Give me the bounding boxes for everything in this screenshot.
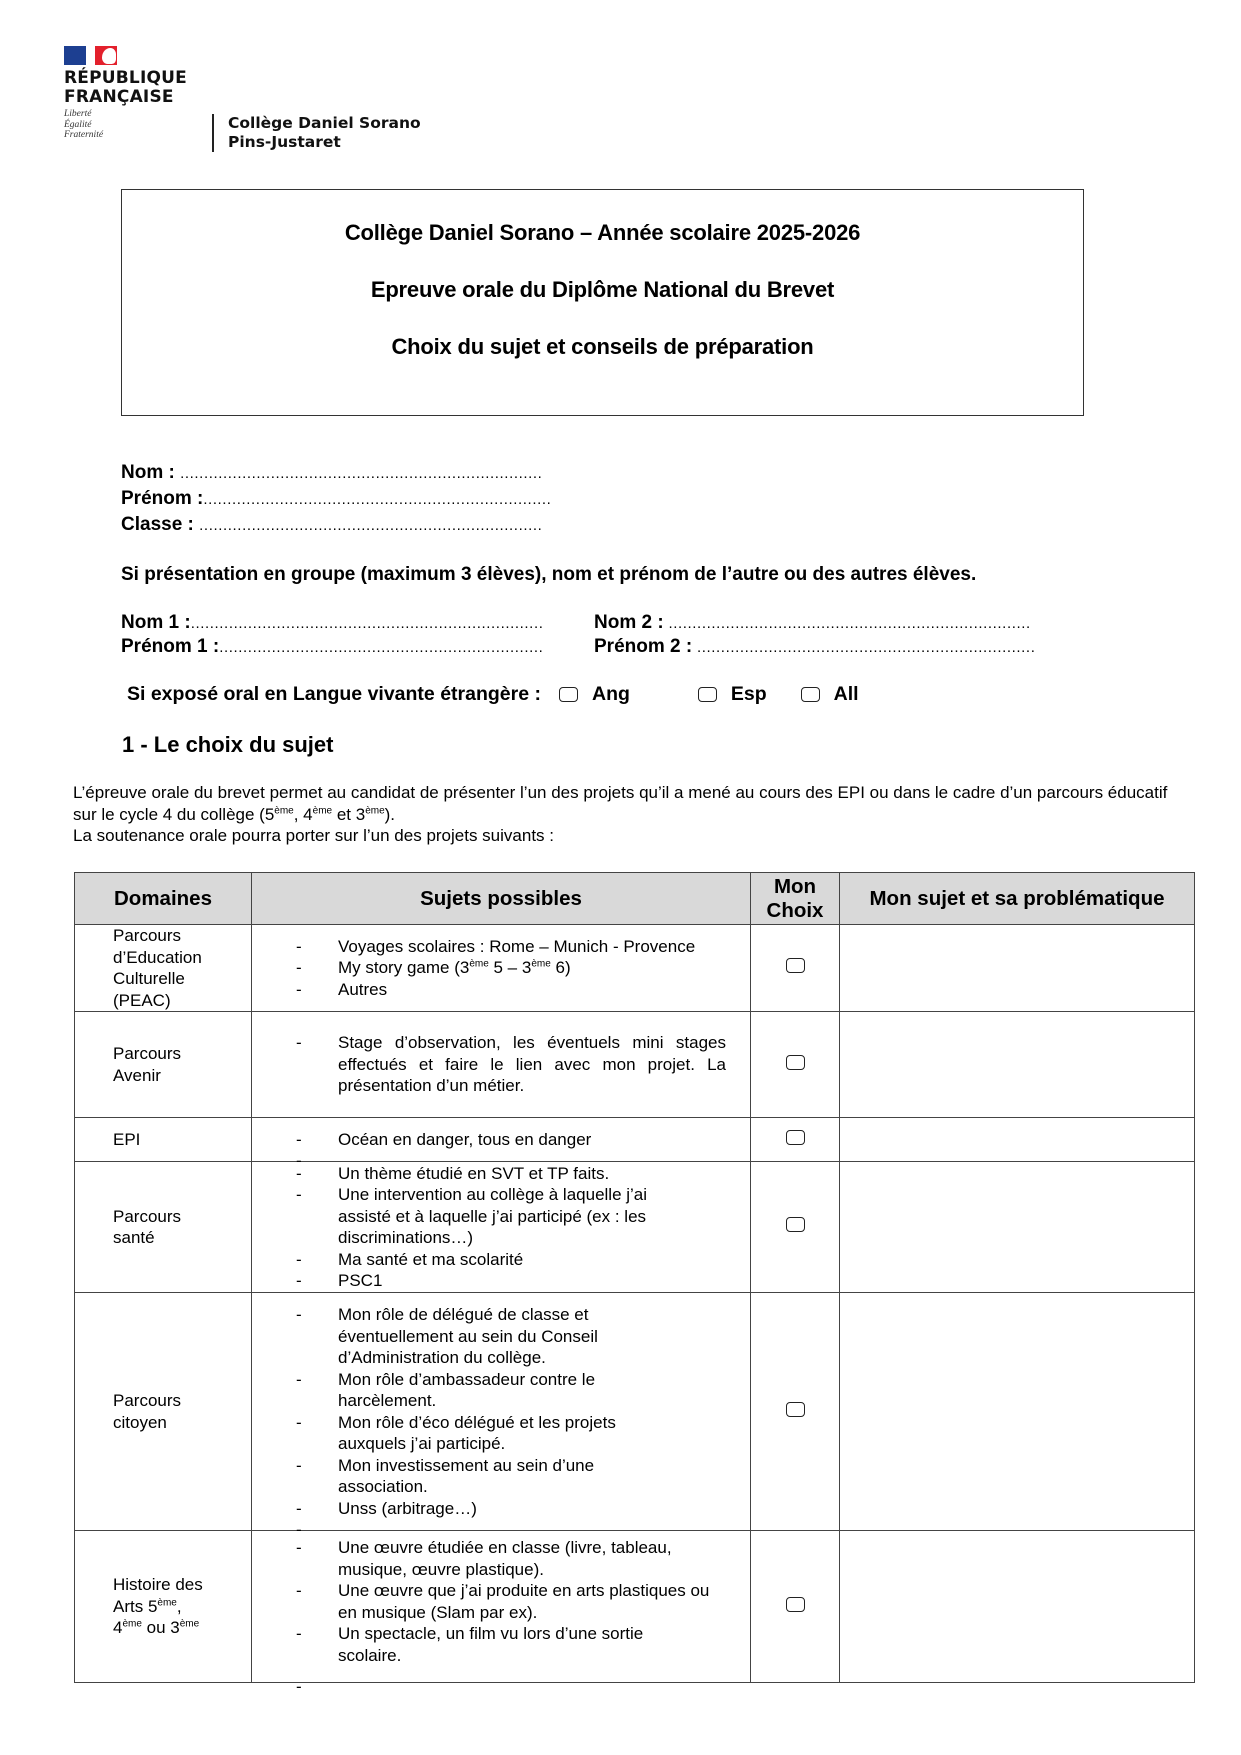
choice-checkbox[interactable] bbox=[786, 1597, 805, 1612]
nom-field[interactable]: Nom : ............................................................................ bbox=[121, 462, 543, 483]
choice-checkbox[interactable] bbox=[786, 1055, 805, 1070]
header-sujets: Sujets possibles bbox=[252, 873, 751, 925]
republique-francaise-logo bbox=[64, 46, 187, 141]
problematique-input-cell[interactable] bbox=[840, 1118, 1195, 1162]
problematique-input-cell[interactable] bbox=[840, 1531, 1195, 1683]
header-problematique: Mon sujet et sa problématique bbox=[840, 873, 1195, 925]
choice-cell[interactable] bbox=[751, 1012, 840, 1118]
subjects-cell bbox=[252, 1012, 751, 1118]
marianne-flag-icon bbox=[64, 46, 117, 65]
choice-cell[interactable] bbox=[751, 925, 840, 1012]
lang-option-ang[interactable]: Ang bbox=[559, 683, 630, 706]
subjects-cell bbox=[252, 1293, 751, 1531]
domain-cell: Parcours santé bbox=[75, 1162, 252, 1293]
subject-item: - Autres bbox=[296, 979, 726, 1001]
problematique-input-cell[interactable] bbox=[840, 925, 1195, 1012]
subject-item: - Unss (arbitrage…) bbox=[296, 1498, 636, 1520]
document-title: Collège Daniel Sorano – Année scolaire 2025-2026 bbox=[344, 220, 861, 245]
document-subtitle-2: Choix du sujet et conseils de préparation bbox=[391, 334, 814, 359]
section-title: 1 - Le choix du sujet bbox=[122, 732, 334, 757]
table-row bbox=[75, 1531, 1195, 1683]
problematique-input-cell[interactable] bbox=[840, 1162, 1195, 1293]
domain-cell: Histoire des Arts 5ème, 4ème ou 3ème bbox=[75, 1531, 252, 1683]
document-subtitle: Epreuve orale du Diplôme National du Brevet bbox=[370, 277, 835, 302]
college-name: Collège Daniel Sorano bbox=[228, 114, 421, 132]
domain-cell: EPI bbox=[75, 1118, 252, 1162]
table-row bbox=[75, 1293, 1195, 1531]
subject-item: - Stage d’observation, les éventuels mini stages effectués et faire le lien avec mon projet. La présentation d’un métier. bbox=[296, 1032, 726, 1097]
subject-item: - Mon rôle d’éco délégué et les projets auxquels j’ai participé. bbox=[296, 1412, 636, 1455]
subjects-cell bbox=[252, 1118, 751, 1162]
choice-checkbox[interactable] bbox=[786, 958, 805, 973]
republique-name: RÉPUBLIQUE FRANÇAISE bbox=[64, 68, 187, 107]
subjects-cell bbox=[252, 1162, 751, 1293]
table-row bbox=[75, 1162, 1195, 1293]
domain-cell: Parcours d’Education Culturelle (PEAC) bbox=[75, 925, 252, 1012]
header-domaines: Domaines bbox=[75, 873, 252, 925]
subject-item: - Un spectacle, un film vu lors d’une sortie scolaire. bbox=[296, 1623, 726, 1666]
subject-item: - Mon rôle d’ambassadeur contre le harcèlement. bbox=[296, 1369, 636, 1412]
table-header-row bbox=[75, 873, 1195, 925]
college-brand bbox=[212, 114, 421, 152]
subject-item: - Ma santé et ma scolarité bbox=[296, 1249, 726, 1271]
checkbox-ang[interactable] bbox=[559, 687, 578, 702]
lang-option-all[interactable]: All bbox=[801, 683, 859, 706]
subject-item: - PSC1 bbox=[296, 1270, 726, 1292]
domain-cell: Parcours citoyen bbox=[75, 1293, 252, 1531]
nom1-field[interactable]: Nom 1 :.......................................................................... bbox=[121, 612, 544, 633]
classe-field[interactable]: Classe : ........................................................................ bbox=[121, 514, 543, 535]
subject-item: - Un thème étudié en SVT et TP faits. bbox=[296, 1163, 726, 1185]
choice-checkbox[interactable] bbox=[786, 1402, 805, 1417]
subject-item: - Mon investissement au sein d’une association. bbox=[296, 1455, 636, 1498]
choice-cell[interactable] bbox=[751, 1531, 840, 1683]
subject-item: - Océan en danger, tous en danger bbox=[296, 1129, 726, 1151]
subject-item: - My story game (3ème 5 – 3ème 6) bbox=[296, 957, 726, 979]
title-box bbox=[121, 189, 1084, 416]
choice-cell[interactable] bbox=[751, 1118, 840, 1162]
choice-cell[interactable] bbox=[751, 1293, 840, 1531]
subjects-cell bbox=[252, 1531, 751, 1683]
language-label: Si exposé oral en Langue vivante étrangère : bbox=[127, 683, 541, 705]
choice-cell[interactable] bbox=[751, 1162, 840, 1293]
subject-item: - Voyages scolaires : Rome – Munich - Provence bbox=[296, 936, 726, 958]
problematique-input-cell[interactable] bbox=[840, 1293, 1195, 1531]
nom2-field[interactable]: Nom 2 : ............................................................................ bbox=[594, 612, 1031, 633]
subjects-table bbox=[74, 872, 1195, 1683]
prenom2-field[interactable]: Prénom 2 : ....................................................................... bbox=[594, 636, 1036, 657]
table-row bbox=[75, 925, 1195, 1012]
subject-item: - Une œuvre étudiée en classe (livre, tableau, musique, œuvre plastique). bbox=[296, 1537, 726, 1580]
domain-cell: Parcours Avenir bbox=[75, 1012, 252, 1118]
subject-item: - Une œuvre que j’ai produite en arts plastiques ou en musique (Slam par ex). bbox=[296, 1580, 726, 1623]
prenom1-field[interactable]: Prénom 1 :.................................................................... bbox=[121, 636, 544, 657]
lang-option-esp[interactable]: Esp bbox=[698, 683, 767, 706]
checkbox-all[interactable] bbox=[801, 687, 820, 702]
choice-checkbox[interactable] bbox=[786, 1130, 805, 1145]
subject-item: - Mon rôle de délégué de classe et éventuellement au sein du Conseil d’Administration du collège. bbox=[296, 1304, 636, 1369]
republic-motto: Liberté Égalité Fraternité bbox=[64, 109, 104, 140]
intro-paragraph: L’épreuve orale du brevet permet au candidat de présenter l’un des projets qu’il a mené au cours des EPI ou dans le cadre d’un parcours éducatif sur le cycle 4 du collège (5ème, 4ème et 3ème). La soutenance orale pourra porter sur l’un des projets suivants : bbox=[73, 783, 1168, 845]
table-row bbox=[75, 1118, 1195, 1162]
college-city: Pins-Justaret bbox=[228, 133, 341, 151]
group-note: Si présentation en groupe (maximum 3 élèves), nom et prénom de l’autre ou des autres élèves. bbox=[121, 564, 977, 585]
prenom-field[interactable]: Prénom :......................................................................... bbox=[121, 488, 552, 509]
header-mon-choix: Mon Choix bbox=[751, 873, 840, 925]
checkbox-esp[interactable] bbox=[698, 687, 717, 702]
subjects-cell bbox=[252, 925, 751, 1012]
problematique-input-cell[interactable] bbox=[840, 1012, 1195, 1118]
subject-item: - Une intervention au collège à laquelle j’ai assisté et à laquelle j’ai participé (ex : les discriminations…) bbox=[296, 1184, 726, 1249]
language-choice bbox=[127, 683, 859, 706]
table-row bbox=[75, 1012, 1195, 1118]
choice-checkbox[interactable] bbox=[786, 1217, 805, 1232]
